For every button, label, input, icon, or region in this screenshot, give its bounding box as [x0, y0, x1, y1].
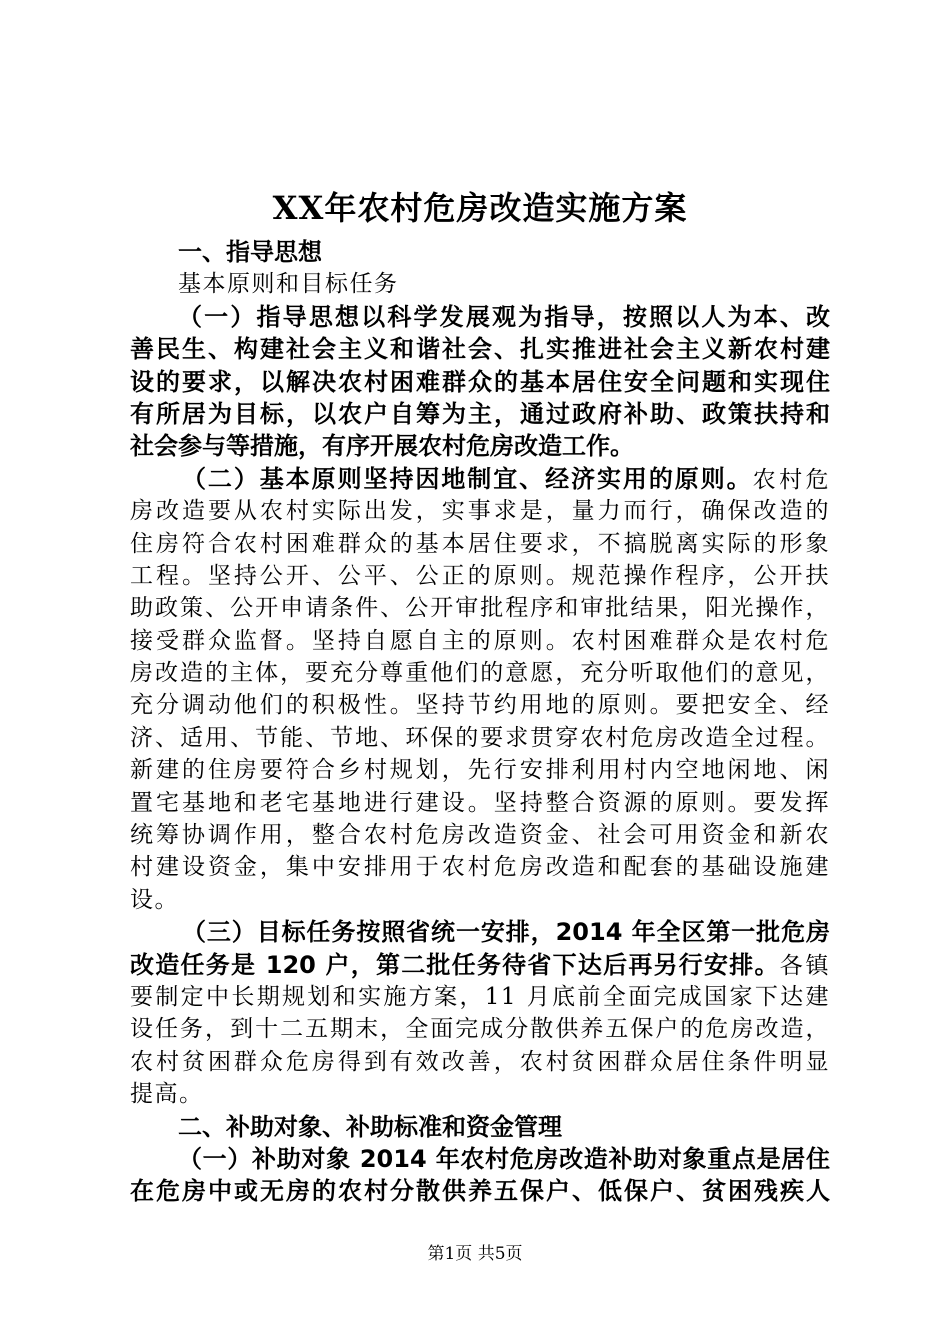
- text-line: [130, 560, 830, 592]
- line-text: （一）补助对象 2014 年农村危房改造补助对象重点是居住: [178, 1144, 830, 1173]
- line-text: 设的要求，以解决农村困难群众的基本居住安全问题和实现住: [130, 367, 830, 396]
- text-line: [130, 949, 830, 981]
- text-line: [130, 398, 830, 430]
- line-text-tail: 农村危: [752, 466, 830, 493]
- text-line: [130, 1111, 830, 1143]
- text-line: [130, 463, 830, 495]
- text-line: [130, 754, 830, 786]
- text-line: [130, 981, 830, 1013]
- line-text: 设。: [130, 886, 179, 913]
- text-line: [130, 819, 830, 851]
- text-line: [130, 236, 830, 268]
- document-title: XX年农村危房改造实施方案: [272, 189, 688, 227]
- line-text: 善民生、构建社会主义和谐社会、扎实推进社会主义新农村建: [130, 335, 830, 364]
- line-text: 设任务，到十二五期末，全面完成分散供养五保户的危房改造，: [130, 1016, 830, 1043]
- text-line: [130, 1143, 830, 1175]
- line-text-tail: 各镇: [779, 952, 831, 979]
- text-line: [130, 787, 830, 819]
- line-text: 提高。: [130, 1081, 204, 1108]
- text-line: [130, 301, 830, 333]
- line-text: 一、指导思想: [178, 238, 322, 266]
- line-text: 农村贫困群众危房得到有效改善，农村贫困群众居住条件明显: [130, 1048, 830, 1075]
- text-line: [130, 722, 830, 754]
- text-line: [130, 657, 830, 689]
- line-text: 助政策、公开申请条件、公开审批程序和审批结果，阳光操作，: [130, 595, 830, 622]
- line-text: 房改造的主体，要充分尊重他们的意愿，充分听取他们的意见，: [130, 660, 830, 687]
- text-line: [130, 333, 830, 365]
- line-text: 接受群众监督。坚持自愿自主的原则。农村困难群众是农村危: [130, 627, 830, 654]
- text-line: [130, 430, 830, 462]
- text-line: [130, 1175, 830, 1207]
- text-line: [130, 851, 830, 883]
- line-text: 基本原则和目标任务: [178, 271, 399, 298]
- text-line: [130, 268, 830, 300]
- text-line: [130, 1078, 830, 1110]
- line-text: 新建的住房要符合乡村规划，先行安排利用村内空地闲地、闲: [130, 757, 830, 784]
- text-line: [130, 495, 830, 527]
- text-line: [130, 884, 830, 916]
- text-line: [130, 528, 830, 560]
- text-line: [130, 1013, 830, 1045]
- line-text: 要制定中长期规划和实施方案，11 月底前全面完成国家下达建: [130, 983, 830, 1010]
- line-text: （一）指导思想以科学发展观为指导，按照以人为本、改: [178, 302, 830, 331]
- line-text: （三）目标任务按照省统一安排，2014 年全区第一批危房: [182, 918, 830, 947]
- line-text: 在危房中或无房的农村分散供养五保户、低保户、贫困残疾人: [130, 1177, 830, 1206]
- line-text: 二、补助对象、补助标准和资金管理: [178, 1112, 562, 1141]
- line-text: 改造任务是 120 户，第二批任务待省下达后再另行安排。: [130, 950, 780, 979]
- line-text: 房改造要从农村实际出发，实事求是，量力而行，确保改造的: [130, 498, 830, 525]
- line-text: 统筹协调作用，整合农村危房改造资金、社会可用资金和新农: [130, 822, 830, 849]
- line-text: 住房符合农村困难群众的基本居住要求，不搞脱离实际的形象: [130, 530, 830, 557]
- line-text: 社会参与等措施，有序开展农村危房改造工作。: [130, 432, 634, 461]
- line-text: 有所居为目标，以农户自筹为主，通过政府补助、政策扶持和: [130, 399, 830, 428]
- line-text: （二）基本原则坚持因地制宜、经济实用的原则。: [182, 464, 753, 493]
- text-line: [130, 366, 830, 398]
- line-text: 置宅基地和老宅基地进行建设。坚持整合资源的原则。要发挥: [130, 789, 830, 816]
- text-line: [130, 592, 830, 624]
- line-text: 村建设资金，集中安排用于农村危房改造和配套的基础设施建: [130, 854, 830, 881]
- page-footer: 第1页 共5页: [427, 1244, 523, 1264]
- document-body: [130, 236, 830, 1208]
- line-text: 济、适用、节能、节地、环保的要求贯穿农村危房改造全过程。: [130, 724, 830, 751]
- line-text: 充分调动他们的积极性。坚持节约用地的原则。要把安全、经: [130, 692, 830, 719]
- line-text: 工程。坚持公开、公平、公正的原则。规范操作程序，公开扶: [130, 562, 830, 589]
- text-line: [130, 689, 830, 721]
- text-line: [130, 625, 830, 657]
- text-line: [130, 916, 830, 948]
- text-line: [130, 1046, 830, 1078]
